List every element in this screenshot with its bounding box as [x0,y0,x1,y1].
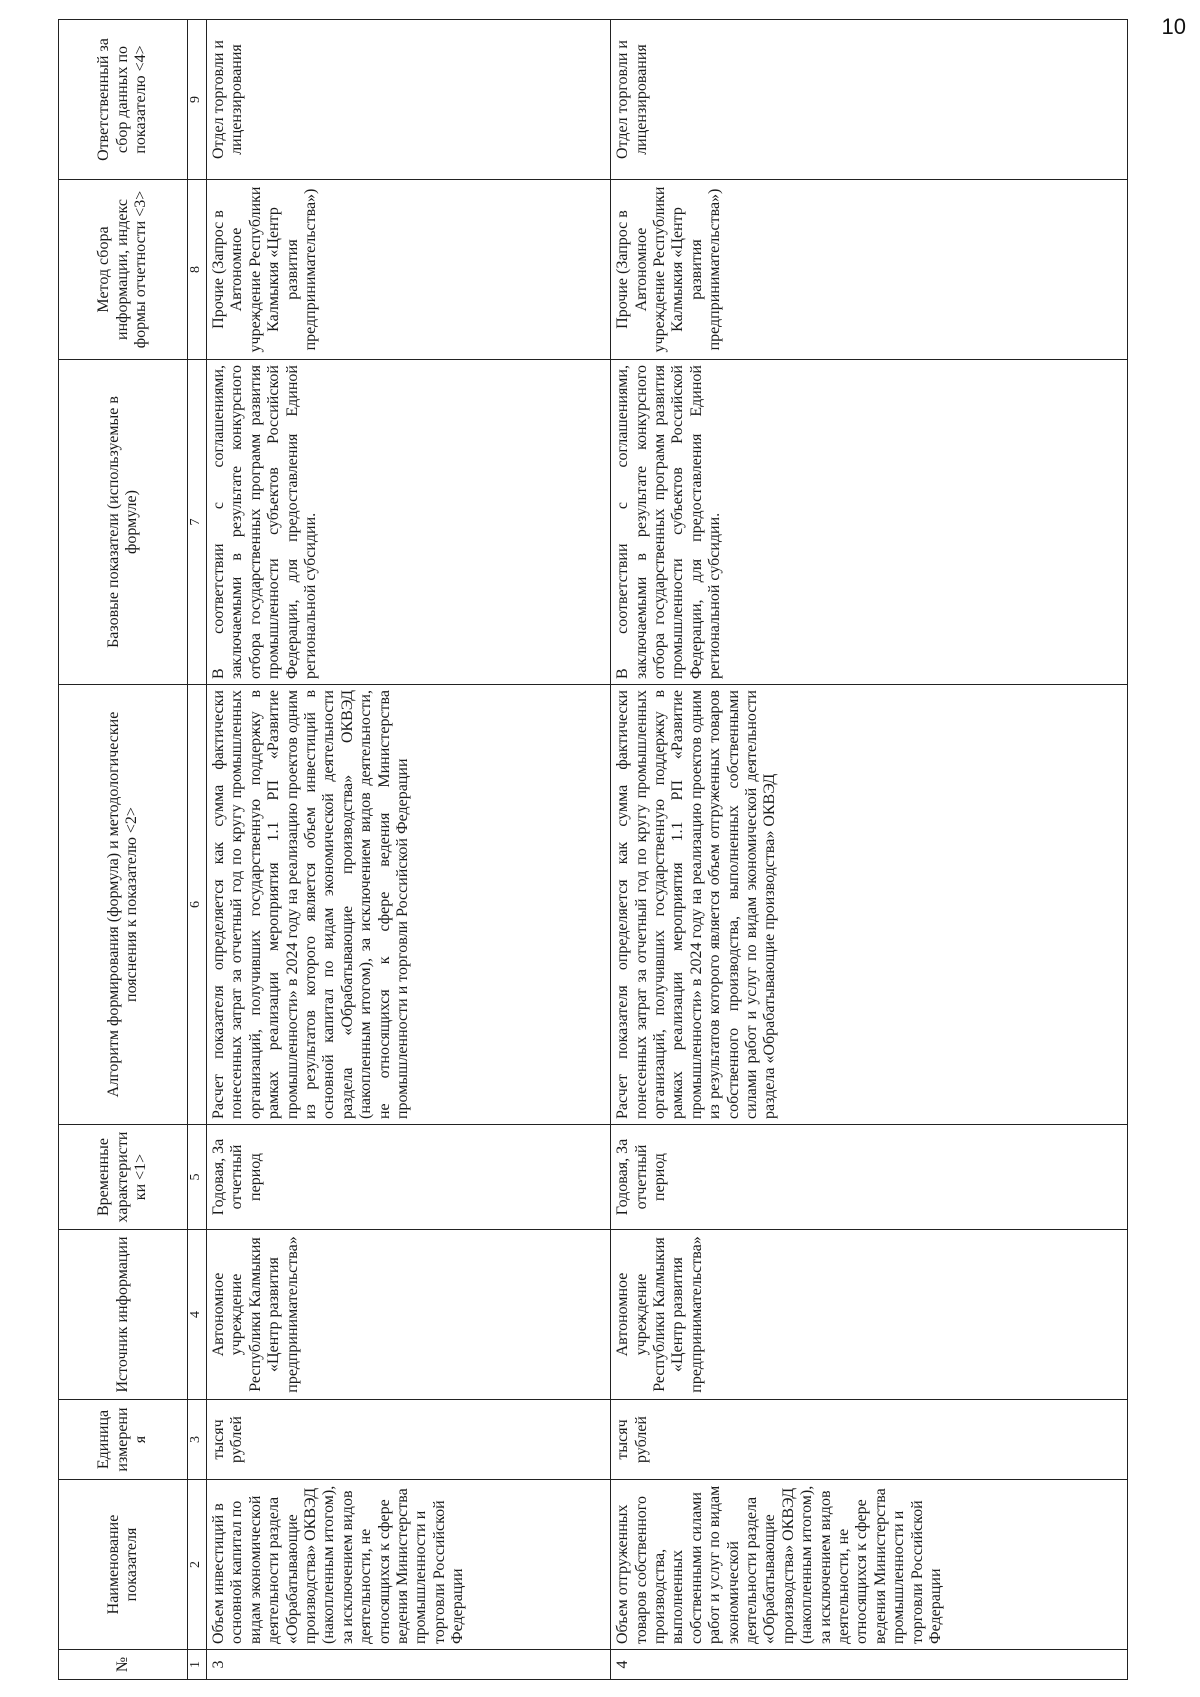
indicator-name: Объем инвестиций в основной капитал по видам экономической деятельности раздела «Обрабатывающие производства» ОКВЭД (накопленным итогом), за исключением видов деятельности, не относящихся к сфере ведения Министерства промышленности и торговли Российской Федерации [207,1480,611,1650]
information-source: Автономное учреждение Республики Калмыкия «Центр развития предпринимательства» [611,1230,1128,1400]
calculation-algorithm: Расчет показателя определяется как сумма фактически понесенных затрат за отчетный год по кругу промышленных организаций, получивших государственную поддержку в рамках реализации мероприятия 1.1 РП «Развитие промышленности» в 2024 году на реализацию проектов одним из результатов которого является объем инвестиций в основной капитал по видам экономической деятельности раздела «Обрабатывающие производства» ОКВЭД (накопленным итогом), за исключением видов деятельности, не относящихся к сфере ведения Министерства промышленности и торговли Российской Федерации [207,685,611,1125]
indicator-table-sheet [58,20,1128,1680]
unit-of-measure: тысяч рублей [611,1400,1128,1480]
header-cell-unit: Единица измерения [59,1400,188,1480]
calculation-algorithm: Расчет показателя определяется как сумма фактически понесенных затрат за отчетный год по кругу промышленных организаций, получивших государственную поддержку в рамках реализации мероприятия 1.1 РП «Развитие промышленности» в 2024 году на реализацию проектов одним из результатов которого является объем отгруженных товаров собственного производства, выполненных собственными силами работ и услуг по видам экономической деятельности раздела «Обрабатывающие производства» ОКВЭД [611,685,1128,1125]
column-number: 2 [188,1480,207,1650]
row-number: 4 [611,1650,1128,1680]
collection-method: Прочие (Запрос в Автономное учреждение Республики Калмыкия «Центр развития предпринимательства») [207,180,611,360]
time-characteristics: Годовая, За отчетный период [611,1125,1128,1230]
column-number-row [188,20,207,1680]
base-indicators: В соответствии с соглашениями, заключаемыми в результате конкурсного отбора государственных программ развития промышленности субъектов Российской Федерации, для предоставления Единой региональной субсидии. [611,360,1128,685]
header-cell-name: Наименование показателя [59,1480,188,1650]
column-number: 3 [188,1400,207,1480]
rotated-page [58,20,1128,1680]
column-number: 4 [188,1230,207,1400]
information-source: Автономное учреждение Республики Калмыкия «Центр развития предпринимательства» [207,1230,611,1400]
column-number: 9 [188,20,207,180]
column-number: 1 [188,1650,207,1680]
page-number: 10 [1161,14,1186,39]
base-indicators: В соответствии с соглашениями, заключаемыми в результате конкурсного отбора государственных программ развития промышленности субъектов Российской Федерации, для предоставления Единой региональной субсидии. [207,360,611,685]
row-number: 3 [207,1650,611,1680]
responsible-unit: Отдел торговли и лицензирования [611,20,1128,180]
time-characteristics: Годовая, За отчетный период [207,1125,611,1230]
column-number: 5 [188,1125,207,1230]
column-number: 7 [188,360,207,685]
indicator-table [58,19,1128,1680]
table-row [611,20,1128,1680]
column-number: 6 [188,685,207,1125]
unit-of-measure: тысяч рублей [207,1400,611,1480]
header-cell-num: № [59,1650,188,1680]
column-number: 8 [188,180,207,360]
header-cell-method: Метод сбора информации, индекс формы отчетности <3> [59,180,188,360]
header-cell-source: Источник информации [59,1230,188,1400]
header-cell-responsible: Ответственный за сбор данных по показателю <4> [59,20,188,180]
indicator-name: Объем отгруженных товаров собственного производства, выполненных собственными силами работ и услуг по видам экономической деятельности раздела «Обрабатывающие производства» ОКВЭД (накопленным итогом), за исключением видов деятельности, не относящихся к сфере ведения Министерства промышленности и торговли Российской Федерации [611,1480,1128,1650]
header-cell-base: Базовые показатели (используемые в формуле) [59,360,188,685]
collection-method: Прочие (Запрос в Автономное учреждение Республики Калмыкия «Центр развития предпринимательства») [611,180,1128,360]
header-cell-time: Временные характеристики <1> [59,1125,188,1230]
header-row [59,20,188,1680]
responsible-unit: Отдел торговли и лицензирования [207,20,611,180]
table-row [207,20,611,1680]
header-cell-algorithm: Алгоритм формирования (формула) и методологические пояснения к показателю <2> [59,685,188,1125]
